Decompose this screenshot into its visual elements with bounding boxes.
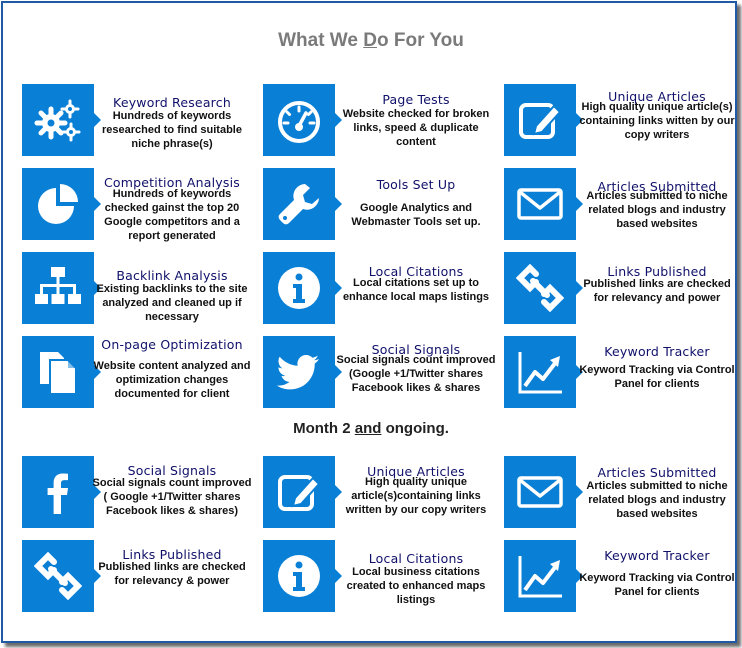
service-description: Social signals count improved ( Google +1/Twitter shares Facebook likes & shares) (92, 477, 252, 517)
section-title-part-1: Month 2 (293, 420, 355, 437)
service-description: Articles submitted to niche related blogs and industry based websites (586, 480, 728, 520)
service-title: Unique Articles (608, 89, 706, 104)
service-description: Articles submitted to niche related blogs and industry based websites (586, 190, 728, 230)
service-tile (504, 456, 576, 528)
service-tile (263, 252, 335, 324)
speedometer-icon (275, 96, 323, 144)
service-tile (22, 336, 94, 408)
service-title: Keyword Research (113, 95, 231, 110)
page-title (0, 30, 742, 52)
service-description: High quality unique article(s) containing links witten by our copy writers (579, 101, 735, 141)
service-title: Page Tests (382, 92, 450, 107)
section-title-part-2: and (354, 420, 382, 437)
service-title: Backlink Analysis (116, 268, 228, 283)
service-title: Competition Analysis (104, 175, 240, 190)
info-icon (275, 552, 323, 600)
service-tile (263, 456, 335, 528)
service-tile (504, 168, 576, 240)
chain-link-icon (34, 552, 82, 600)
service-description: High quality unique article(s)containing links written by our copy writers (345, 476, 487, 516)
service-description: Hundreds of keywords checked gainst the top 20 Google competitors and a report generated (104, 188, 240, 242)
service-title: Local Citations (368, 264, 464, 279)
service-tile (22, 84, 94, 156)
trend-chart-icon (516, 348, 564, 396)
service-description: Keyword Tracking via Control Panel for clients (579, 572, 735, 598)
service-title: Keyword Tracker (604, 344, 710, 359)
service-title: Unique Articles (367, 464, 465, 479)
service-tile (263, 84, 335, 156)
service-title: Social Signals (371, 342, 461, 357)
info-icon (275, 264, 323, 312)
service-description: Website content analyzed and optimization changes documented for client (93, 360, 251, 400)
service-title: Local Citations (368, 551, 464, 566)
trend-chart-icon (516, 552, 564, 600)
service-tile (504, 252, 576, 324)
pie-chart-icon (34, 180, 82, 228)
gears-icon (34, 96, 82, 144)
twitter-icon (275, 348, 323, 396)
edit-pen-icon (275, 468, 323, 516)
service-title: On-page Optimization (101, 337, 243, 352)
page-title-part-3: o For You (376, 30, 464, 51)
service-description: Social signals count improved (Google +1/Twitter shares Facebook likes & shares (336, 354, 496, 394)
page-title-part-1: What We (278, 30, 358, 51)
service-tile (22, 252, 94, 324)
wrench-icon (275, 180, 323, 228)
service-description: Published links are checked for relevancy and power (583, 278, 731, 304)
service-title: Links Published (607, 264, 707, 279)
edit-pen-icon (516, 96, 564, 144)
sitemap-icon (34, 264, 82, 312)
service-tile (263, 540, 335, 612)
service-tile (22, 540, 94, 612)
service-tile (504, 336, 576, 408)
service-title: Articles Submitted (597, 179, 717, 194)
service-tile (263, 168, 335, 240)
service-description: Published links are checked for relevancy & power (98, 561, 246, 587)
service-description: Existing backlinks to the site analyzed and cleaned up if necessary (96, 283, 248, 323)
section-title-part-3: ongoing. (381, 420, 449, 437)
service-tile (22, 456, 94, 528)
service-description: Google Analytics and Webmaster Tools set up. (351, 202, 481, 228)
service-description: Keyword Tracking via Control Panel for clients (579, 364, 735, 390)
section-title-month-2 (0, 420, 742, 437)
service-tile (22, 168, 94, 240)
service-description: Local citations set up to enhance local maps listings (342, 277, 490, 303)
service-title: Links Published (122, 547, 222, 562)
service-title: Tools Set Up (376, 177, 456, 192)
page-title-part-2: D (363, 30, 377, 51)
service-description: Hundreds of keywords researched to find suitable niche phrase(s) (102, 110, 242, 150)
chain-link-icon (516, 264, 564, 312)
facebook-icon (34, 468, 82, 516)
service-title: Keyword Tracker (604, 548, 710, 563)
envelope-icon (516, 468, 564, 516)
service-title: Social Signals (127, 463, 217, 478)
service-tile (504, 84, 576, 156)
service-tile (263, 336, 335, 408)
service-tile (504, 540, 576, 612)
service-title: Articles Submitted (597, 465, 717, 480)
service-description: Local business citations created to enhanced maps listings (346, 566, 486, 606)
document-icon (34, 348, 82, 396)
envelope-icon (516, 180, 564, 228)
service-description: Website checked for broken links, speed & duplicate content (342, 108, 490, 148)
